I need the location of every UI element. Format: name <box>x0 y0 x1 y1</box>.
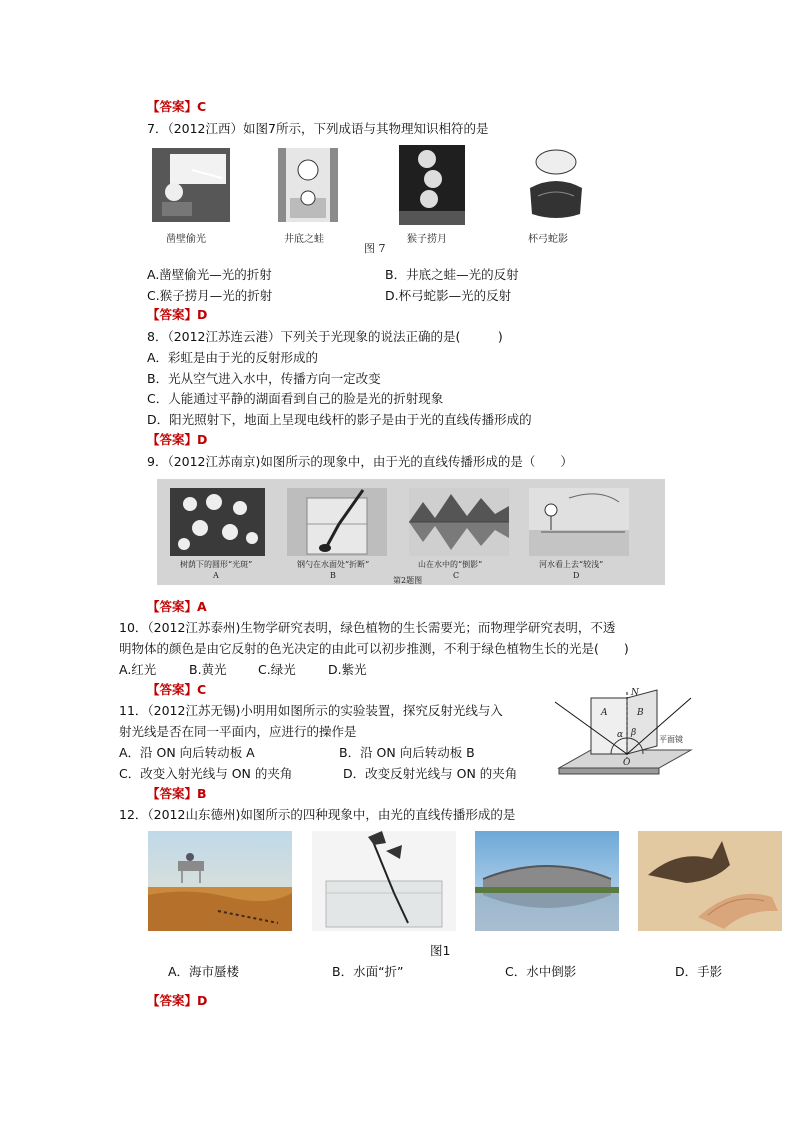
q7-figure-title: 图 7 <box>364 242 386 255</box>
q9-image-b <box>287 488 387 556</box>
q7-caption-b: 井底之蛙 <box>284 234 324 245</box>
q7-image-c <box>399 145 465 225</box>
q9-answer: 【答案】A <box>147 599 207 614</box>
q9-letter-d: D <box>573 571 580 580</box>
q11-option-b: B．沿 ON 向后转动板 B <box>339 745 475 760</box>
q12-image-a-mirage <box>148 831 292 931</box>
q9-figure-title: 第2题图 <box>393 576 423 585</box>
q11-option-a: A．沿 ON 向后转动板 A <box>119 745 255 760</box>
q11-label-beta: β <box>631 728 637 738</box>
q12-stem: 12．（2012山东德州)如图所示的四种现象中，由光的直线传播形成的是 <box>119 807 516 822</box>
q7-image-b <box>278 148 338 222</box>
q12-option-c: C．水中倒影 <box>505 964 577 979</box>
q11-option-d: D．改变反射光线与 ON 的夹角 <box>343 766 518 781</box>
q9-caption-b: 钢勺在水面处“折断” <box>297 560 370 569</box>
q10-option-a: A.红光 <box>119 662 157 677</box>
q8-option-b: B．光从空气进入水中，传播方向一定改变 <box>147 371 381 386</box>
q11-stem-line1: 11．（2012江苏无锡)小明用如图所示的实验装置，探究反射光线与入 <box>119 703 503 718</box>
q12-image-c-reflection <box>475 831 619 931</box>
q7-caption-c: 猴子捞月 <box>407 234 447 245</box>
q12-option-d: D．手影 <box>675 964 723 979</box>
q11-label-mirror: 平面镜 <box>659 735 683 744</box>
q11-label-o: O <box>623 758 631 768</box>
q9-caption-c: 山在水中的“倒影” <box>418 560 483 569</box>
q11-label-b: B <box>637 708 644 718</box>
q9-figure <box>157 479 665 585</box>
q9-image-d <box>529 488 629 556</box>
q8-option-c: C．人能通过平静的湖面看到自己的脸是光的折射现象 <box>147 391 444 406</box>
q6-answer: 【答案】C <box>147 99 207 114</box>
q7-option-a: A.凿壁偷光—光的折射 <box>147 267 272 282</box>
q8-option-a: A．彩虹是由于光的反射形成的 <box>147 350 319 365</box>
q10-option-b: B.黄光 <box>189 662 227 677</box>
q11-option-c: C．改变入射光线与 ON 的夹角 <box>119 766 293 781</box>
q9-stem: 9．（2012江苏南京)如图所示的现象中，由于光的直线传播形成的是（ ） <box>147 454 573 469</box>
q11-label-alpha: α <box>617 730 624 740</box>
q10-option-c: C.绿光 <box>258 662 296 677</box>
q7-option-b: B．井底之蛙—光的反射 <box>385 267 519 282</box>
q11-stem-line2: 射光线是否在同一平面内，应进行的操作是 <box>119 724 357 739</box>
q10-answer: 【答案】C <box>147 682 207 697</box>
q7-stem: 7．（2012江西）如图7所示，下列成语与其物理知识相符的是 <box>147 121 489 136</box>
q11-figure <box>551 688 699 784</box>
q7-image-d <box>520 148 592 224</box>
q9-image-c <box>409 488 509 556</box>
q12-figure-title: 图1 <box>430 943 451 958</box>
q9-caption-a: 树荫下的圆形“光斑” <box>180 560 253 569</box>
q7-image-a <box>152 148 230 222</box>
q7-answer: 【答案】D <box>147 307 208 322</box>
q9-letter-b: B <box>330 571 336 580</box>
q11-answer: 【答案】B <box>147 786 207 801</box>
q7-caption-d: 杯弓蛇影 <box>528 234 568 245</box>
q10-stem-line2: 明物体的颜色是由它反射的色光决定的由此可以初步推测，不利于绿色植物生长的光是( ) <box>119 641 629 656</box>
q9-image-a <box>170 488 265 556</box>
q8-stem: 8．（2012江苏连云港）下列关于光现象的说法正确的是( ) <box>147 329 503 344</box>
q9-letter-c: C <box>453 571 460 580</box>
q12-option-a: A．海市蜃楼 <box>168 964 240 979</box>
q7-option-c: C.猴子捞月—光的折射 <box>147 288 273 303</box>
q8-answer: 【答案】D <box>147 432 208 447</box>
q11-label-a: A <box>601 708 608 718</box>
q7-figure <box>150 145 598 255</box>
q12-answer: 【答案】D <box>147 993 208 1008</box>
q8-option-d: D．阳光照射下，地面上呈现电线杆的影子是由于光的直线传播形成的 <box>147 412 532 427</box>
q9-letter-a: A <box>213 571 219 580</box>
q7-option-d: D.杯弓蛇影—光的反射 <box>385 288 512 303</box>
q10-stem-line1: 10．（2012江苏泰州)生物学研究表明，绿色植物的生长需要光；而物理学研究表明，不透 <box>119 620 616 635</box>
q12-image-d-hand-shadow <box>638 831 782 931</box>
q9-caption-d: 河水看上去“较浅” <box>539 560 604 569</box>
q12-image-b-bent-stem <box>312 831 456 931</box>
q10-option-d: D.紫光 <box>328 662 367 677</box>
q12-option-b: B．水面“折” <box>332 964 404 979</box>
q11-label-n: N <box>631 688 639 698</box>
q7-caption-a: 凿壁偷光 <box>166 234 206 245</box>
